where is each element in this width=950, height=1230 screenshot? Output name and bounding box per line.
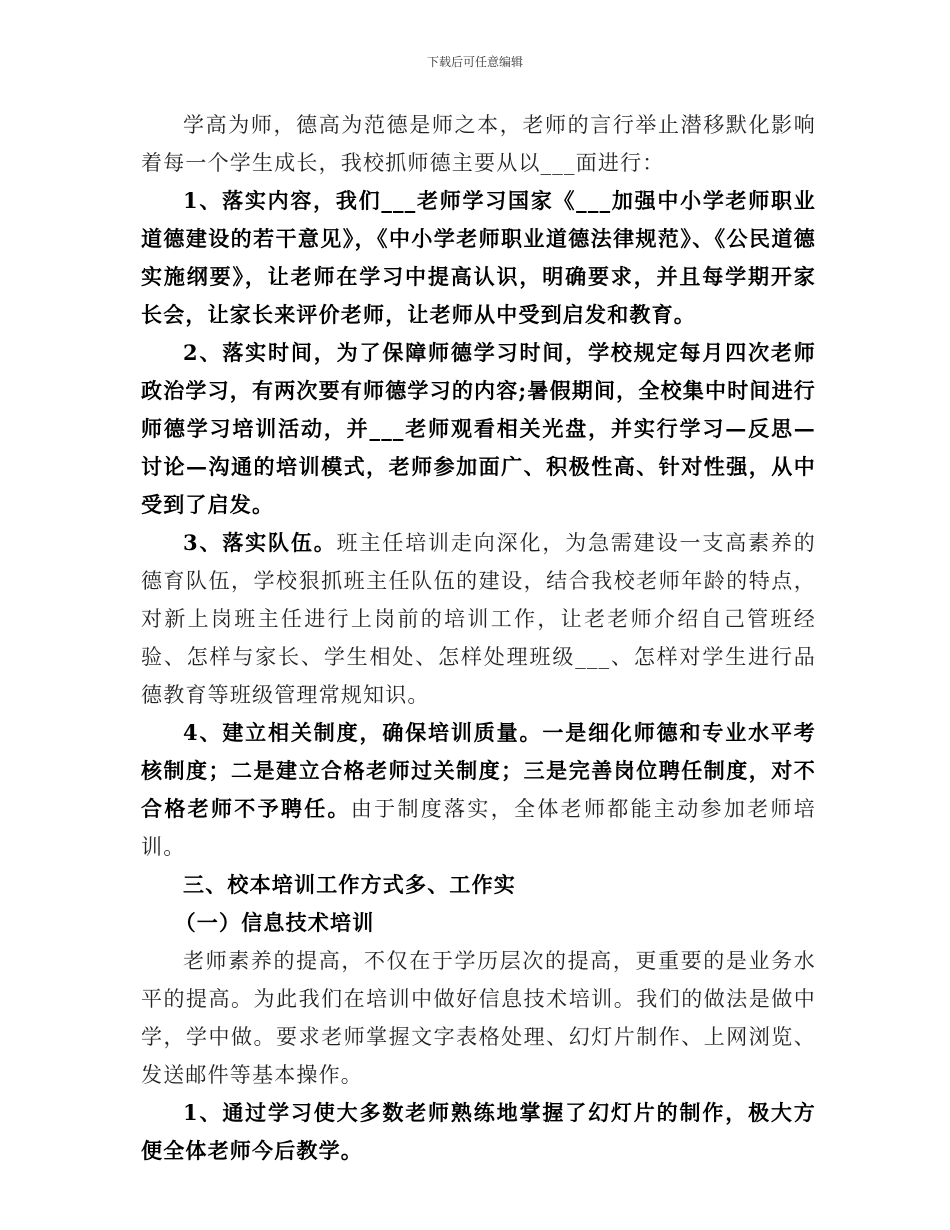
paragraph-5: 老师素养的提高，不仅在于学历层次的提高，更重要的是业务水平的提高。为此我们在培训中做好信息技术培训。我们的做法是做中学，学中做。要求老师掌握文字表格处理、幻灯片制作、上网浏览、发送邮件等基本操作。 [141,949,816,1087]
section-heading-3: 三、校本培训工作方式多、工作实 [183,872,516,897]
paragraph-3-lead: 3、落实队伍。 [183,530,337,555]
header-note: 下载后可任意编辑 [426,55,523,69]
subsection-heading-1: （一）信息技术培训 [174,910,375,935]
paragraph-4-lead: 4、建立相关制度，确保培训质量。一是细化师德和专业水平考核制度；二是建立合格老师过关制度；三是完善岗位聘任制度，对不合格老师不予聘任。 [141,720,816,821]
paragraph-3-body: 班主任培训走向深化，为急需建设一支高素养的德育队伍，学校狠抓班主任队伍的建设，结合我校老师年龄的特点，对新上岗班主任进行上岗前的培训工作，让老老师介绍自己管班经验、怎样与家长、学生相处、怎样处理班级___、怎样对学生进行品德教育等班级管理常规知识。 [141,531,816,707]
paragraph-intro: 学高为师，德高为范德是师之本，老师的言行举止潜移默化影响着每一个学生成长，我校抓师德主要从以___面进行： [141,113,816,175]
paragraph-2: 2、落实时间，为了保障师德学习时间，学校规定每月四次老师政治学习，有两次要有师德学习的内容;暑假期间，全校集中时间进行师德学习培训活动，并___老师观看相关光盘，并实行学习—反思—讨论—沟通的培训模式，老师参加面广、积极性高、针对性强，从中受到了启发。 [141,340,816,517]
paragraph-3 [141,524,816,714]
paragraph-4 [141,714,816,866]
paragraph-4-body: 由于制度落实，全体老师都能主动参加老师培训。 [141,797,816,859]
document-body [141,106,816,1170]
paragraph-6: 1、通过学习使大多数老师熟练地掌握了幻灯片的制作，极大方便全体老师今后教学。 [141,1100,816,1163]
paragraph-1: 1、落实内容，我们___老师学习国家《___加强中小学老师职业道德建设的若干意见》，《中小学老师职业道德法律规范》、《公民道德实施纲要》，让老师在学习中提高认识，明确要求，并且每学期开家长会，让家长来评价老师，让老师从中受到启发和教育。 [141,188,816,327]
